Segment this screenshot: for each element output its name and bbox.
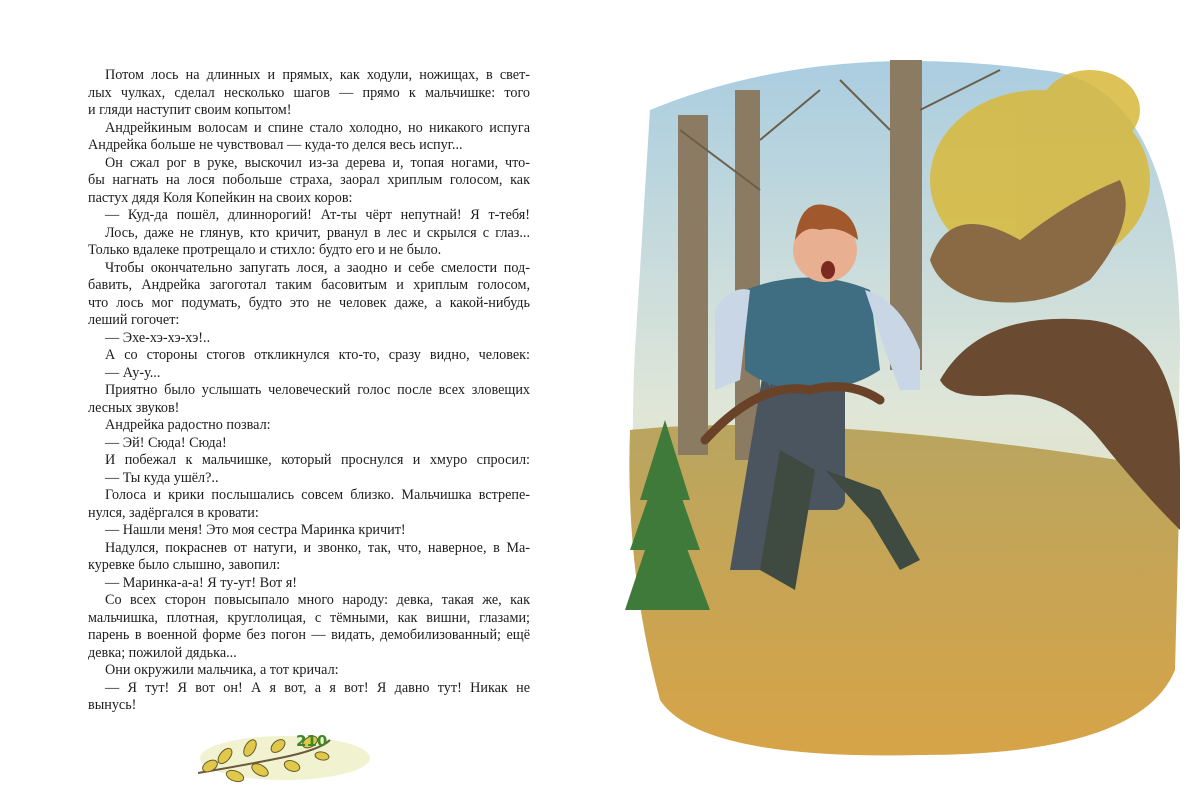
story-text: [88, 67, 530, 715]
text-line: Лось, даже не глянув, кто кричит, рванул в лес и скрылся с глаз...: [105, 224, 530, 241]
text-line: Со всех сторон повысыпало много народу: девка, такая же, как: [105, 592, 530, 608]
text-line: бы нагнать на лося побольше страха, заорал хриплым голосом, как: [88, 172, 530, 188]
text-line: — Ау-у...: [105, 364, 161, 381]
text-line: Голоса и крики послышались совсем близко. Мальчишка встрепе-: [105, 487, 530, 503]
text-line: леший гогочет:: [88, 312, 180, 328]
text-line: Они окружили мальчика, а тот кричал:: [105, 662, 339, 678]
text-line: Только вдалеке протрещало и стихло: будто его и не было.: [88, 242, 442, 258]
text-line: И побежал к мальчишке, который проснулся и хмуро спросил:: [105, 452, 530, 468]
text-line: мальчишка, плотная, круглолицая, с тёмными, как вишни, глазами;: [88, 609, 530, 626]
text-line: Андрейкиным волосам и спине стало холодно, но никакого испуга: [105, 119, 530, 136]
text-line: нулся, задёргался в кровати:: [88, 504, 259, 521]
text-line: бавить, Андрейка загоготал таким басовитым и хриплым голосом,: [88, 277, 530, 293]
text-line: — Куд-да пошёл, длиннорогий! Ат-ты чёрт непутнай! Я т-тебя!: [105, 207, 530, 223]
text-line: лесных звуков!: [88, 399, 180, 416]
text-line: — Ты куда ушёл?..: [105, 469, 219, 486]
text-line: — Маринка-а-а! Я ту-ут! Вот я!: [105, 574, 297, 591]
text-line: девка; пожилой дядька...: [88, 644, 237, 661]
page-number: 210: [296, 732, 328, 750]
text-line: — Эй! Сюда! Сюда!: [105, 434, 227, 451]
illustration-boy-and-moose: [620, 50, 1185, 765]
text-line: Надулся, покраснев от натуги, и звонко, так, что, наверное, в Ма-: [105, 539, 530, 556]
text-line: — Я тут! Я вот он! А я вот, а я вот! Я давно тут! Никак не: [105, 679, 530, 696]
text-line: и гляди наступит своим копытом!: [88, 102, 292, 118]
text-line: А со стороны стогов откликнулся кто-то, сразу видно, человек:: [105, 347, 530, 363]
text-line: Андрейка больше не чувствовал — куда-то делся весь испуг...: [88, 137, 463, 153]
text-line: Он сжал рог в руке, выскочил из-за дерева и, топая ногами, что-: [105, 154, 530, 171]
text-line: — Эхе-хэ-хэ-хэ!..: [105, 329, 211, 346]
text-line: Приятно было услышать человеческий голос после всех зловещих: [105, 382, 530, 398]
text-line: лых чулках, сделал несколько шагов — прямо к мальчишке: того: [88, 84, 530, 101]
text-line: Андрейка радостно позвал:: [105, 417, 271, 433]
text-line: куревке было слышно, завопил:: [88, 557, 281, 573]
text-line: парень в военной форме без погон — видать, демобилизованный; ещё: [88, 627, 530, 643]
text-line: — Нашли меня! Это моя сестра Маринка кричит!: [105, 522, 406, 538]
text-line: вынусь!: [88, 697, 137, 713]
text-line: что лось мог подумать, будто это не человек даже, а какой-нибудь: [88, 294, 530, 311]
text-line: Чтобы окончательно запугать лося, а заодно и себе смелости под-: [105, 259, 530, 276]
text-line: Потом лось на длинных и прямых, как ходули, ножищах, в свет-: [105, 67, 530, 83]
leaf-branch-decoration: [190, 728, 370, 793]
text-line: пастух дядя Коля Копейкин на своих коров:: [88, 189, 353, 206]
